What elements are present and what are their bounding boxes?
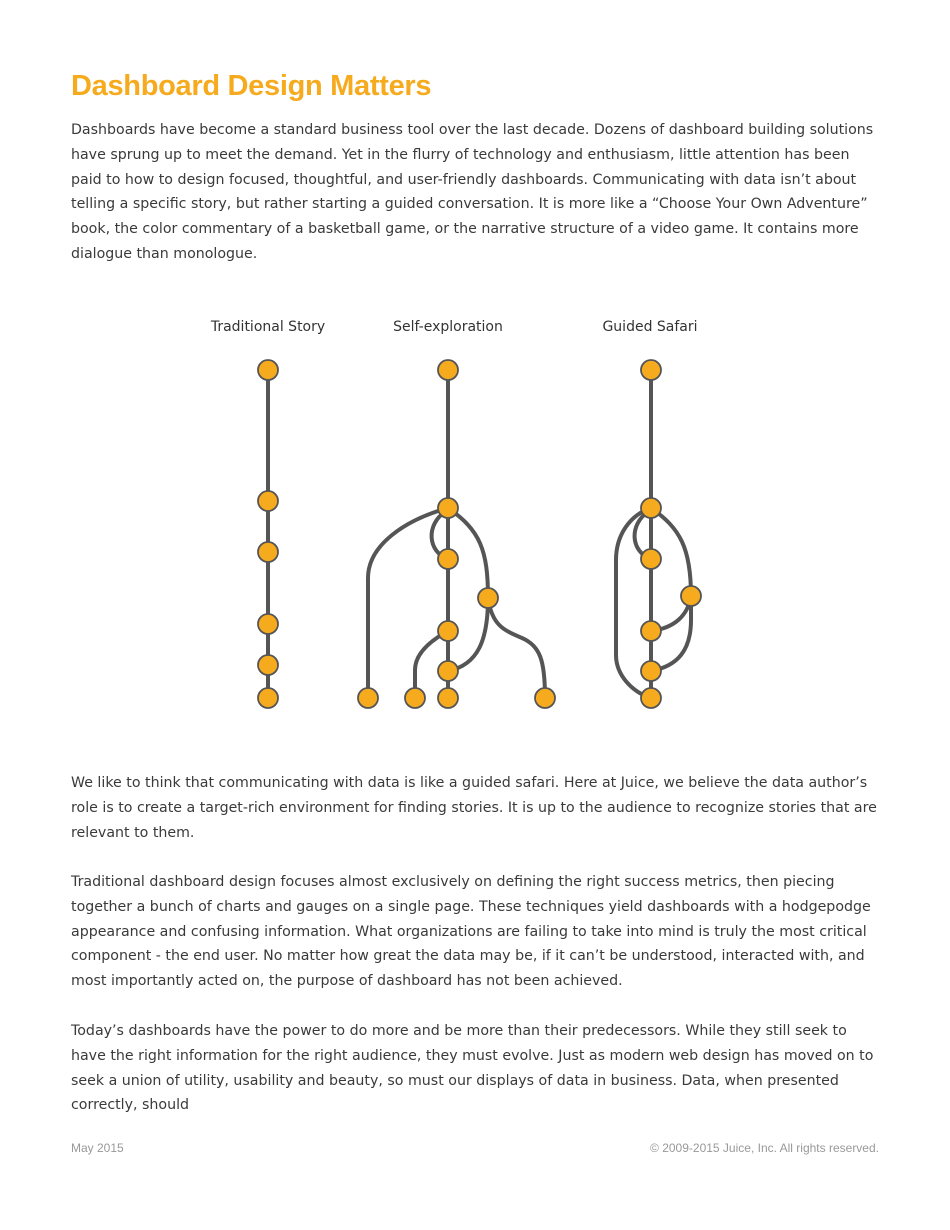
footer-date: May 2015 [71, 1141, 124, 1155]
intro-paragraph: Dashboards have become a standard business tool over the last decade. Dozens of dashboard building solutions have sprung up to meet the demand. Yet in the flurry of technology and enthusiasm, little attention has been paid to how to design focused, thoughtful, and user-friendly dashboards. Communicating with data isn’t about telling a specific story, but rather starting a guided conversation. It is more like a “Choose Your Own Adventure” book, the color commentary of a basketball game, or the narrative structure of a video game. It contains more dialogue than monologue. [71, 122, 874, 262]
body-paragraph-3: Today’s dashboards have the power to do more and be more than their predecessors. While they still seek to have the right information for the right audience, they must evolve. Just as modern web design has moved on to seek a union of utility, usability and beauty, so must our displays of data in business. Data, when presented correctly, should [71, 1023, 874, 1114]
self-far-right-branch [488, 598, 545, 698]
traditional-node-5 [258, 655, 278, 675]
traditional-node-3 [258, 542, 278, 562]
guided-node-end [641, 688, 661, 708]
self-exploration-diagram [368, 370, 545, 698]
guided-node-low [641, 661, 661, 681]
guided-node-hub [641, 498, 661, 518]
self-node-right [478, 588, 498, 608]
traditional-node-1 [258, 360, 278, 380]
page-title: Dashboard Design Matters [71, 70, 432, 102]
self-end-left [405, 688, 425, 708]
guided-node-loop [641, 549, 661, 569]
body-paragraph-1: We like to think that communicating with data is like a guided safari. Here at Juice, we believe the data author’s role is to create a target-rich environment for finding stories. It is up to the audience to recognize stories that are relevant to them. [71, 775, 877, 841]
self-node-loop [438, 549, 458, 569]
self-end-far-left [358, 688, 378, 708]
guided-safari-diagram [616, 370, 691, 698]
self-left-branch [368, 508, 448, 698]
guided-safari-label: Guided Safari [602, 319, 698, 335]
traditional-node-6 [258, 688, 278, 708]
body-paragraph-2: Traditional dashboard design focuses almost exclusively on defining the right success metrics, then piecing together a bunch of charts and gauges on a single page. These techniques yield dashboards with a hodgepodge appearance and confusing information. What organizations are failing to take into mind is truly the most critical component - the end user. No matter how great the data may be, if it can’t be understood, interacted with, and most importantly acted on, the purpose of dashboard has not been achieved. [71, 874, 871, 990]
guided-node-mid [641, 621, 661, 641]
traditional-node-2 [258, 491, 278, 511]
traditional-story-label: Traditional Story [210, 319, 326, 335]
self-node-low [438, 661, 458, 681]
traditional-node-4 [258, 614, 278, 634]
footer-copyright: © 2009-2015 Juice, Inc. All rights reserved. [650, 1141, 879, 1155]
self-end-right [535, 688, 555, 708]
self-node-hub [438, 498, 458, 518]
self-node-mid [438, 621, 458, 641]
guided-node-top [641, 360, 661, 380]
self-exploration-label: Self-exploration [393, 319, 503, 335]
guided-node-right [681, 586, 701, 606]
self-end-center [438, 688, 458, 708]
self-node-top [438, 360, 458, 380]
